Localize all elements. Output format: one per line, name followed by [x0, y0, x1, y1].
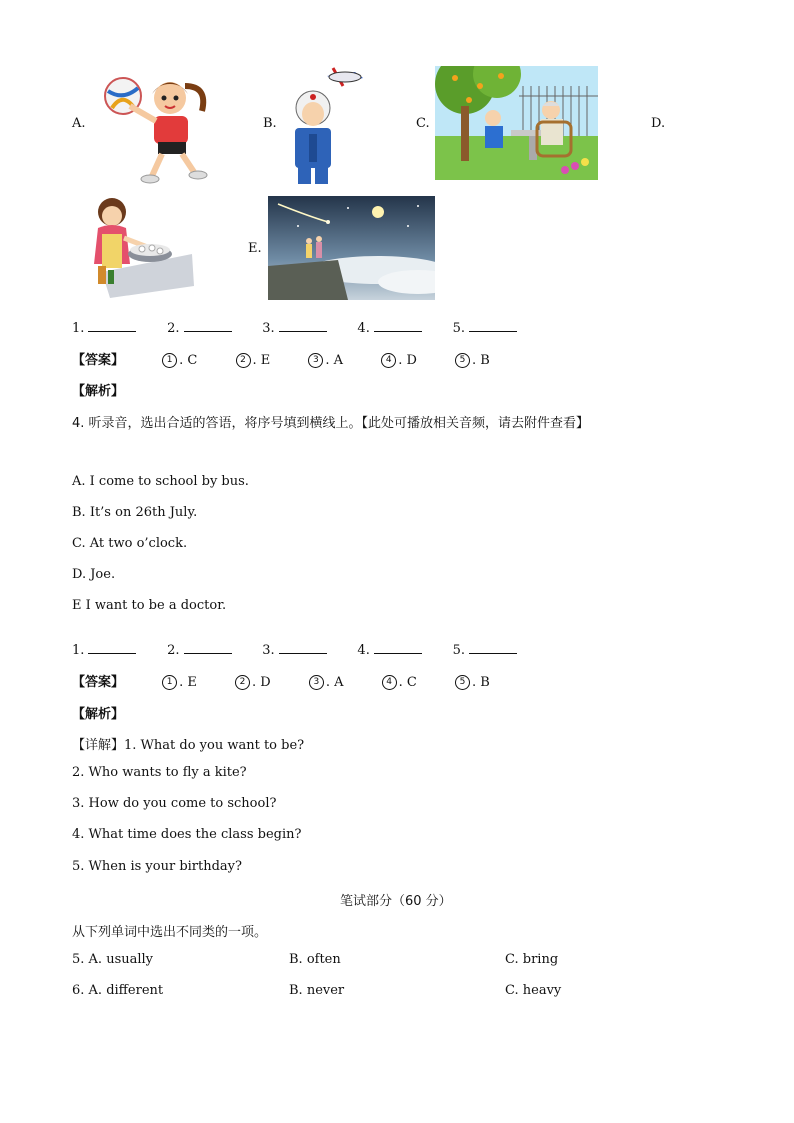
answer-item: 1 . C — [162, 353, 197, 368]
analysis-tag: 【解析】 — [72, 384, 125, 399]
answer-blank-4[interactable]: 4. — [357, 641, 448, 658]
q4-blanks — [72, 641, 544, 658]
option-d: D. Joe. — [72, 567, 116, 582]
answer-blank-1[interactable]: 1. — [72, 319, 163, 336]
detail-line-4: 4. What time does the class begin? — [72, 827, 302, 842]
option-a: A. I come to school by bus. — [72, 474, 249, 489]
answer-item: 2 . D — [235, 675, 271, 690]
answer-item: 4 . D — [381, 353, 417, 368]
answer-item: 5 . B — [455, 675, 490, 690]
answer-item: 1 . E — [162, 675, 197, 690]
answer-blank-4[interactable]: 4. — [357, 319, 448, 336]
section-title: 笔试部分（60 分） — [340, 894, 452, 909]
detail-line-1: 【详解】1. What do you want to be? — [72, 738, 305, 753]
volleyball-girl-image — [90, 66, 222, 186]
option-e: E I want to be a doctor. — [72, 598, 227, 613]
detail-tag: 【详解】 — [72, 738, 125, 753]
answer-blank-2[interactable]: 2. — [167, 641, 258, 658]
answer-item: 3 . A — [308, 353, 343, 368]
picture-label-c: C. — [416, 116, 430, 131]
picture-label-d: D. — [651, 116, 666, 131]
answer-blank-3[interactable]: 3. — [262, 319, 353, 336]
written-instruction: 从下列单词中选出不同类的一项。 — [72, 925, 268, 940]
answer-blank-3[interactable]: 3. — [262, 641, 353, 658]
question-4-instruction: 4. 听录音，选出合适的答语，将序号填到横线上。【此处可播放相关音频，请去附件查看】 — [72, 416, 590, 431]
picture-label-a: A. — [72, 116, 86, 131]
grandpa-chess-garden-image — [435, 66, 598, 180]
answer-tag: 【答案】 — [72, 353, 125, 368]
answer-item: 4 . C — [382, 675, 417, 690]
option-b: B. It’s on 26th July. — [72, 505, 198, 520]
q3-answer-line — [72, 349, 524, 368]
picture-label-e: E. — [248, 241, 262, 256]
answer-blank-1[interactable]: 1. — [72, 641, 163, 658]
night-sky-wish-image — [268, 196, 435, 300]
answer-item: 5 . B — [455, 353, 490, 368]
answer-blank-2[interactable]: 2. — [167, 319, 258, 336]
answer-item: 3 . A — [309, 675, 344, 690]
answer-blank-5[interactable]: 5. — [453, 319, 544, 336]
detail-line-2: 2. Who wants to fly a kite? — [72, 765, 247, 780]
option-c: C. At two o’clock. — [72, 536, 188, 551]
q4-answer-line — [72, 671, 524, 690]
answer-item: 2 . E — [236, 353, 271, 368]
pilot-image — [285, 64, 367, 186]
detail-line-5: 5. When is your birthday? — [72, 859, 242, 874]
answer-blank-5[interactable]: 5. — [453, 641, 544, 658]
mother-cooking-image — [72, 194, 197, 300]
analysis-tag: 【解析】 — [72, 707, 125, 722]
q3-blanks — [72, 319, 544, 336]
picture-label-b: B. — [263, 116, 277, 131]
answer-tag: 【答案】 — [72, 675, 125, 690]
detail-line-3: 3. How do you come to school? — [72, 796, 277, 811]
